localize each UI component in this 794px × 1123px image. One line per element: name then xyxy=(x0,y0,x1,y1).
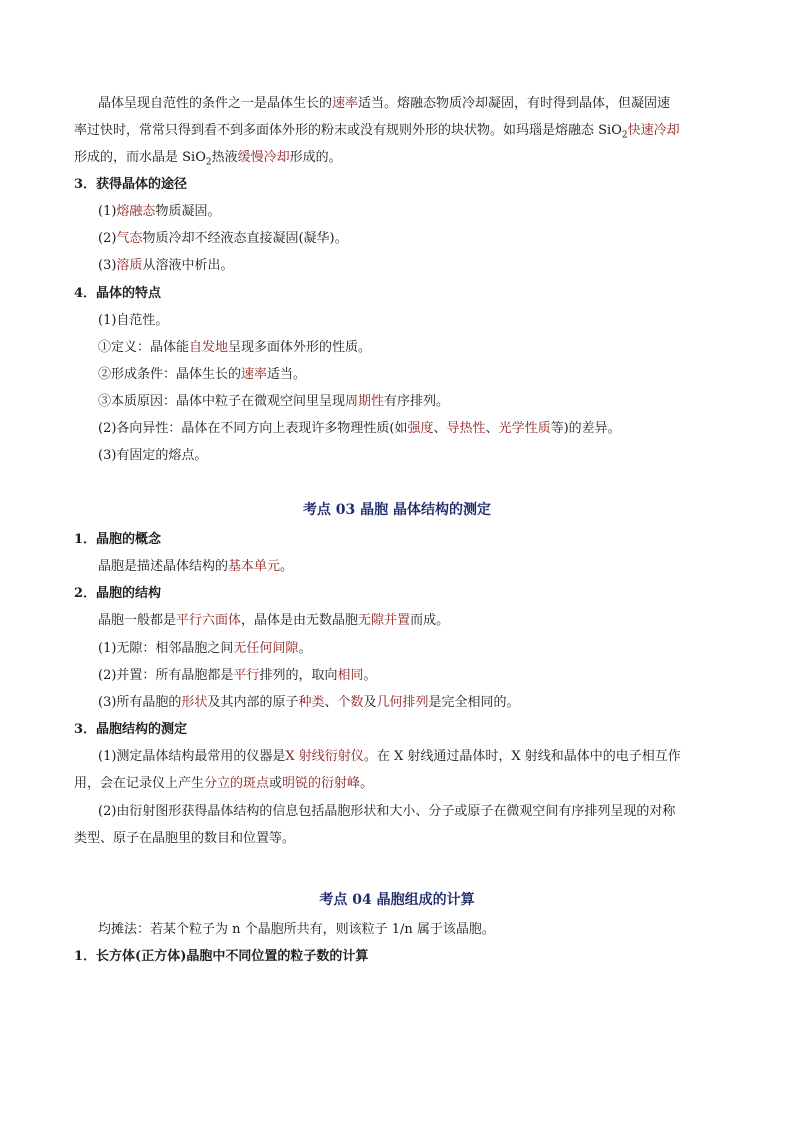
text: (3)所有晶胞的 xyxy=(98,695,182,710)
highlight-text: 明锐的衍射峰 xyxy=(282,776,361,791)
list-item xyxy=(98,393,449,411)
text: 。在 X 射线通过晶体时，X 射线和晶体中的电子相互作 xyxy=(363,749,681,764)
highlight-text: 快速冷却 xyxy=(627,123,680,138)
text: ，晶体是由无数晶胞 xyxy=(241,613,359,628)
highlight-text: 速率 xyxy=(332,96,359,111)
text: 。 xyxy=(363,668,377,683)
text: 而成。 xyxy=(410,613,450,628)
highlight-text: 自发地 xyxy=(189,340,229,355)
highlight-text: 熔融态 xyxy=(116,204,156,219)
text: (2)各向异性：晶体在不同方向上表现许多物理性质(如 xyxy=(98,421,408,436)
list-item xyxy=(98,366,306,384)
text: 率过快时，常常只得到看不到多面体外形的粉末或没有规则外形的块状物。如玛瑙是熔融态 SiO xyxy=(74,123,622,138)
paragraph-line xyxy=(74,149,342,167)
text: 适当。熔融态物质冷却凝固，有时得到晶体，但凝固速 xyxy=(358,96,671,111)
highlight-text: 缓慢冷却 xyxy=(237,150,290,165)
text: 用，会在记录仪上产生 xyxy=(74,776,205,791)
highlight-text: 光学性质 xyxy=(498,421,551,436)
paragraph-line xyxy=(98,748,681,766)
list-item xyxy=(98,230,348,248)
subscript: 2 xyxy=(205,157,212,168)
text: 等)的差异。 xyxy=(550,421,621,436)
highlight-text: 几何排列 xyxy=(376,695,429,710)
section-heading: 3．获得晶体的途径 xyxy=(74,177,188,192)
section-heading: 2．晶胞的结构 xyxy=(74,586,162,601)
paragraph-line xyxy=(98,95,670,113)
text: (1)无隙：相邻晶胞之间 xyxy=(98,641,234,656)
list-item: (3)有固定的熔点。 xyxy=(98,448,208,463)
highlight-text: 基本单元 xyxy=(228,559,281,574)
highlight-text: 强度 xyxy=(407,421,434,436)
text: 是完全相同的。 xyxy=(428,695,520,710)
text: 热液 xyxy=(211,150,238,165)
list-item: (1)自范性。 xyxy=(98,313,169,328)
text: 、 xyxy=(433,421,447,436)
highlight-text: 形状 xyxy=(181,695,208,710)
list-item xyxy=(98,420,621,438)
section-heading: 3．晶胞结构的测定 xyxy=(74,722,188,737)
text: 形成的。 xyxy=(289,150,342,165)
text: 排列的，取向 xyxy=(259,668,338,683)
subscript: 2 xyxy=(621,130,628,141)
text: 物质凝固。 xyxy=(155,204,221,219)
list-item xyxy=(98,203,220,221)
section-heading: 1．晶胞的概念 xyxy=(74,532,162,547)
section-title: 考点 03 晶胞 晶体结构的测定 xyxy=(302,502,492,518)
section-title: 考点 04 晶胞组成的计算 xyxy=(319,892,475,908)
text: 从溶液中析出。 xyxy=(142,258,234,273)
text: 及 xyxy=(363,695,377,710)
highlight-text: 溶质 xyxy=(116,258,143,273)
paragraph-line: 类型、原子在晶胞里的数目和位置等。 xyxy=(74,831,296,846)
highlight-text: 无隙并置 xyxy=(358,613,411,628)
text: (1) xyxy=(98,204,117,219)
text: 晶体呈现自范性的条件之一是晶体生长的 xyxy=(98,96,333,111)
text: (3) xyxy=(98,258,117,273)
list-item xyxy=(98,667,376,685)
text: 形成的，而水晶是 SiO xyxy=(74,150,206,165)
highlight-text: X 射线衍射仪 xyxy=(285,749,364,764)
highlight-text: 种类 xyxy=(298,695,325,710)
list-item xyxy=(98,640,311,658)
list-item xyxy=(98,257,233,275)
highlight-text: 相同 xyxy=(337,668,364,683)
paragraph-line xyxy=(98,558,293,576)
text: 有序排列。 xyxy=(384,394,450,409)
text: 物质冷却不经液态直接凝固(凝华)。 xyxy=(142,231,348,246)
text: (2)并置：所有晶胞都是 xyxy=(98,668,234,683)
text: ②形成条件：晶体生长的 xyxy=(98,367,242,382)
highlight-text: 个数 xyxy=(337,695,364,710)
highlight-text: 气态 xyxy=(116,231,143,246)
text: 及其内部的原子 xyxy=(207,695,299,710)
text: 、 xyxy=(485,421,499,436)
highlight-text: 周期性 xyxy=(345,394,385,409)
text: (1)测定晶体结构最常用的仪器是 xyxy=(98,749,286,764)
text: 。 xyxy=(280,559,294,574)
highlight-text: 导热性 xyxy=(446,421,486,436)
paragraph-line: 均摊法：若某个粒子为 n 个晶胞所共有，则该粒子 1/n 属于该晶胞。 xyxy=(98,922,495,937)
highlight-text: 平行 xyxy=(233,668,260,683)
text: 。 xyxy=(298,641,312,656)
highlight-text: 平行六面体 xyxy=(176,613,242,628)
highlight-text: 无任何间隙 xyxy=(233,641,299,656)
list-item xyxy=(98,339,371,357)
list-item xyxy=(98,694,520,712)
text: 、 xyxy=(324,695,338,710)
text: 。 xyxy=(360,776,374,791)
highlight-text: 速率 xyxy=(241,367,268,382)
text: 晶胞一般都是 xyxy=(98,613,177,628)
paragraph-line xyxy=(74,775,373,793)
section-heading: 4．晶体的特点 xyxy=(74,286,162,301)
text: 晶胞是描述晶体结构的 xyxy=(98,559,229,574)
text: (2) xyxy=(98,231,117,246)
paragraph-line xyxy=(98,612,449,630)
text: 呈现多面体外形的性质。 xyxy=(228,340,372,355)
highlight-text: 分立的斑点 xyxy=(204,776,270,791)
paragraph-line xyxy=(74,122,680,140)
text: ③本质原因：晶体中粒子在微观空间里呈现 xyxy=(98,394,346,409)
text: 适当。 xyxy=(267,367,307,382)
section-heading: 1．长方体(正方体)晶胞中不同位置的粒子数的计算 xyxy=(74,949,369,964)
text: ①定义：晶体能 xyxy=(98,340,190,355)
text: 或 xyxy=(269,776,283,791)
paragraph-line: (2)由衍射图形获得晶体结构的信息包括晶胞形状和大小、分子或原子在微观空间有序排列呈现的对称 xyxy=(98,804,676,819)
